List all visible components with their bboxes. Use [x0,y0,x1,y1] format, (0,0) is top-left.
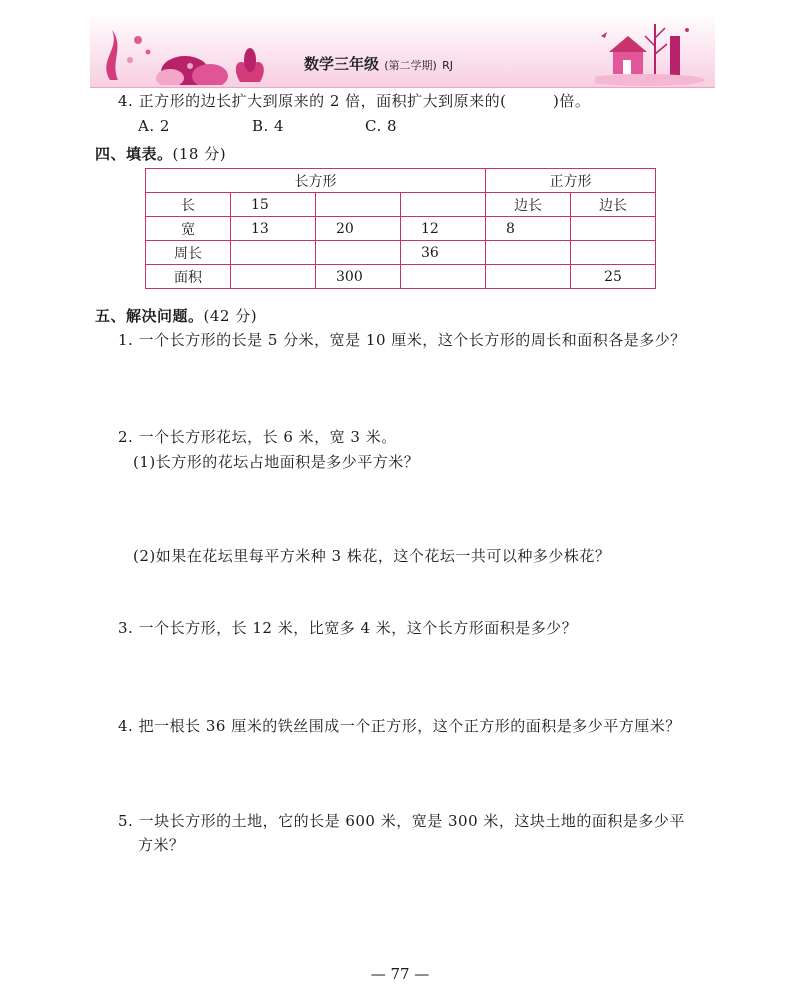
section-4-title: 四、填表。 [95,145,173,163]
table-cell [316,193,401,217]
table-cell [401,193,486,217]
table-cell: 300 [316,265,401,289]
table-header-row [146,169,656,193]
book-edition: RJ [442,59,453,72]
section-5-title: 五、解决问题。 [95,307,204,325]
table-cell: 12 [401,217,486,241]
table-cell [486,265,571,289]
fill-in-table [145,168,656,289]
table-row [146,217,656,241]
problem-5-line-1: 5. 一块长方形的土地，它的长是 600 米，宽是 300 米，这块土地的面积是多少平 [118,812,685,830]
section-5-heading [95,305,257,326]
table-cell: 8 [486,217,571,241]
page-number: — 77 — [370,965,430,983]
problem-2-part-1: (1)长方形的花坛占地面积是多少平方米？ [133,453,420,471]
table-cell [571,217,656,241]
problem-2-part-2: (2)如果在花坛里每平方米种 3 株花，这个花坛一共可以种多少株花？ [133,547,611,565]
header-decoration-left-icon [90,20,280,85]
question-4-text: 4. 正方形的边长扩大到原来的 2 倍，面积扩大到原来的( )倍。 [118,92,591,110]
row-label: 周长 [146,241,231,265]
problem-1: 1. 一个长方形的长是 5 分米，宽是 10 厘米，这个长方形的周长和面积各是多少？ [118,331,686,349]
problem-2: 2. 一个长方形花坛，长 6 米，宽 3 米。 [118,428,397,446]
section-4-score: (18 分) [172,145,227,163]
book-term: (第二学期) [384,59,437,72]
table-cell: 边长 [486,193,571,217]
problem-4: 4. 把一根长 36 厘米的铁丝围成一个正方形，这个正方形的面积是多少平方厘米？ [118,717,681,735]
table-cell: 13 [231,217,316,241]
option-b: B. 4 [252,117,285,135]
option-a: A. 2 [138,117,170,135]
header-square: 正方形 [486,169,656,193]
table-cell [486,241,571,265]
header-decoration-right-icon [595,16,710,86]
table-row [146,193,656,217]
table-cell: 25 [571,265,656,289]
table-row [146,241,656,265]
page-header [90,12,715,87]
table-cell [316,241,401,265]
option-c: C. 8 [365,117,398,135]
table-cell [401,265,486,289]
header-title [304,53,453,74]
problem-5-line-2: 方米？ [138,836,185,854]
problem-3: 3. 一个长方形，长 12 米，比宽多 4 米，这个长方形面积是多少？ [118,619,578,637]
row-label: 面积 [146,265,231,289]
table-row [146,265,656,289]
header-rectangle: 长方形 [146,169,486,193]
table-cell [231,265,316,289]
table-cell [571,241,656,265]
table-cell: 边长 [571,193,656,217]
book-title: 数学三年级 [304,55,380,73]
section-4-heading [95,143,226,164]
row-label: 长 [146,193,231,217]
table-cell: 15 [231,193,316,217]
table-cell: 36 [401,241,486,265]
row-label: 宽 [146,217,231,241]
table-cell: 20 [316,217,401,241]
section-5-score: (42 分) [203,307,258,325]
table-cell [231,241,316,265]
